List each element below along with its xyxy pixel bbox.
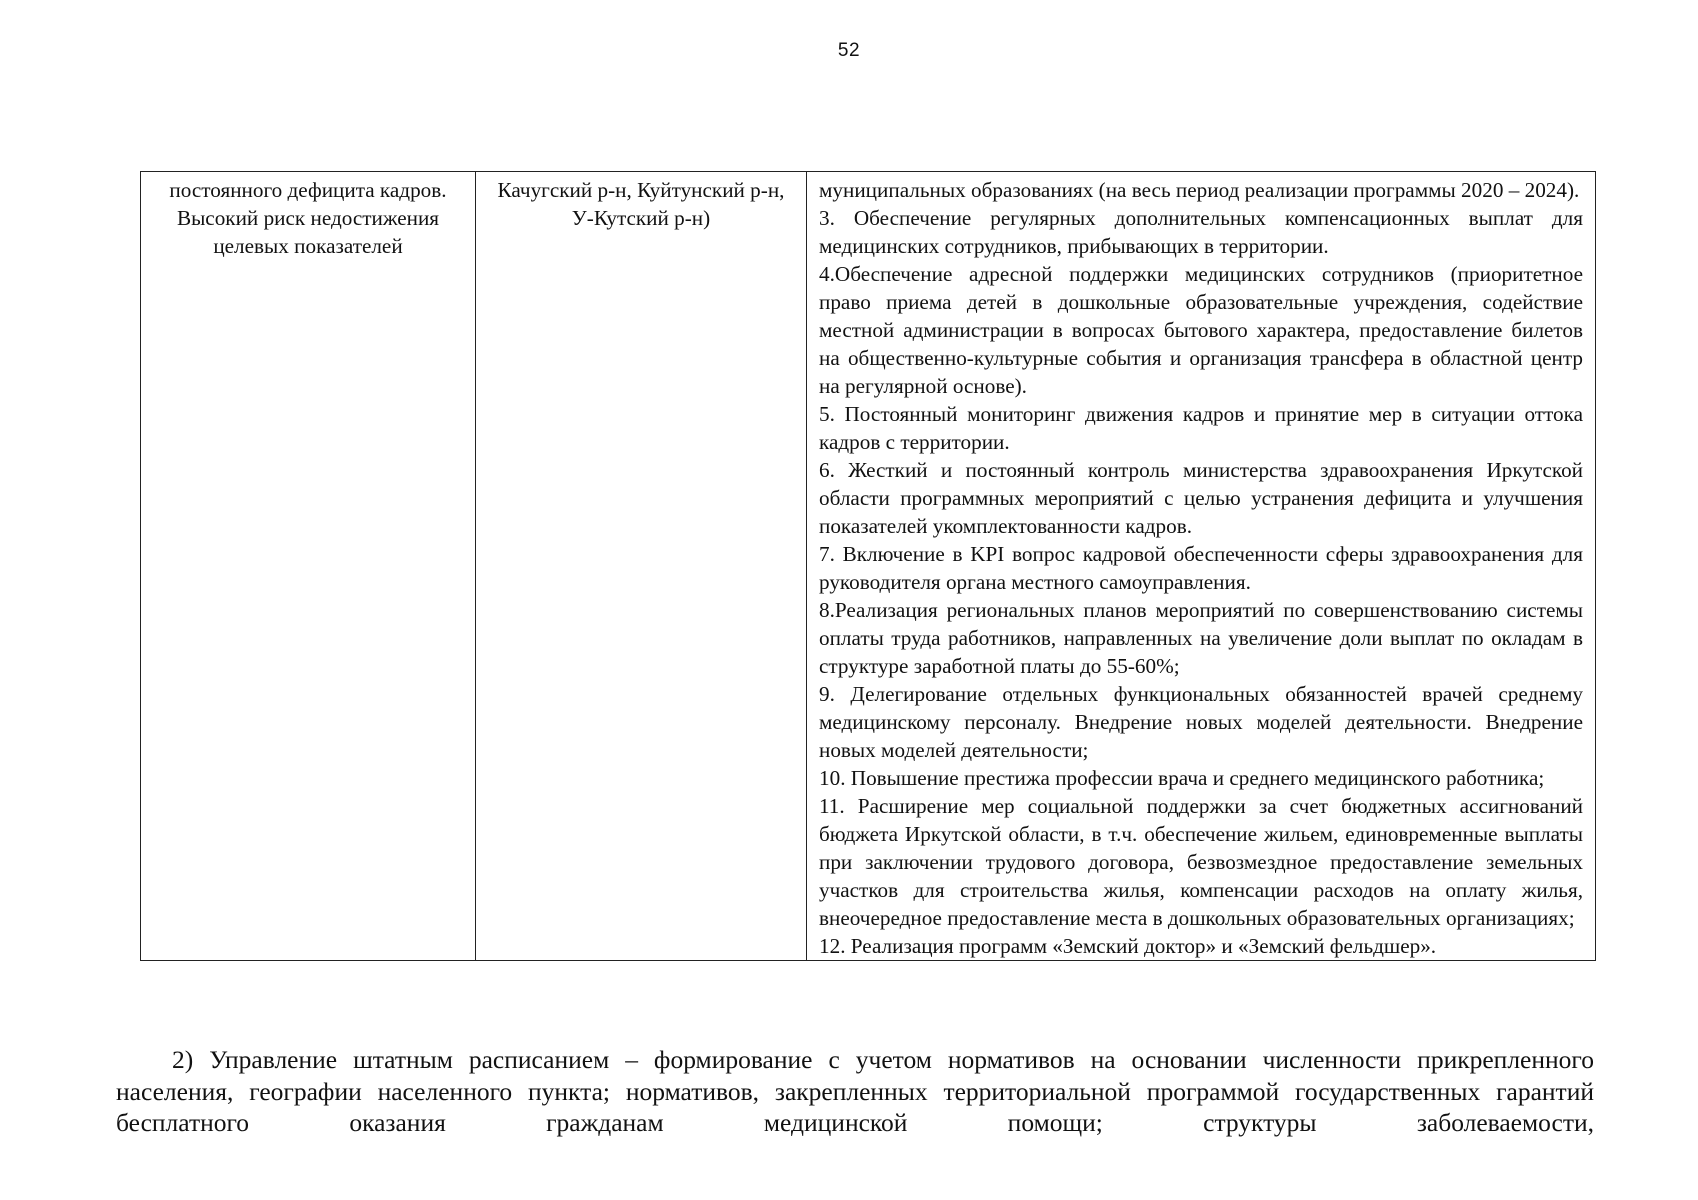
table-row bbox=[141, 172, 1596, 961]
body-paragraph-text: 2) Управление штатным расписанием – формирование с учетом нормативов на основании численности прикрепленного населения, географии населенного пункта; нормативов, закрепленных территориальной программой государственных гарантий бесплатного оказания гражданам медицинской помощи; структуры заболеваемости, bbox=[116, 1045, 1594, 1137]
measure-item: 10. Повышение престижа профессии врача и среднего медицинского работника; bbox=[819, 766, 1545, 790]
measure-item: 7. Включение в KPI вопрос кадровой обеспеченности сферы здравоохранения для руководителя органа местного самоуправления. bbox=[819, 542, 1583, 594]
risk-cell: постоянного дефицита кадров. Высокий риск недостижения целевых показателей bbox=[141, 172, 476, 961]
measure-item: 8.Реализация региональных планов мероприятий по совершенствованию системы оплаты труда работников, направленных на увеличение доли выплат по окладам в структуре заработной платы до 55-60%; bbox=[819, 598, 1583, 678]
page-number: 52 bbox=[837, 40, 861, 61]
body-paragraph bbox=[116, 1044, 1594, 1139]
measure-item: муниципальных образованиях (на весь период реализации программы 2020 – 2024). bbox=[819, 178, 1580, 202]
measure-item: 4.Обеспечение адресной поддержки медицинских сотрудников (приоритетное право приема детей в дошкольные образовательные учреждения, содействие местной администрации в вопросах бытового характера, предоставление билетов на общественно-культурные события и организация трансфера в областной центр на регулярной основе). bbox=[819, 262, 1583, 398]
territories-cell: Качугский р-н, Куйтунский р-н, У-Кутский р-н) bbox=[476, 172, 807, 961]
measure-item: 5. Постоянный мониторинг движения кадров и принятие мер в ситуации оттока кадров с территории. bbox=[819, 402, 1583, 454]
measure-item: 9. Делегирование отдельных функциональных обязанностей врачей среднему медицинскому персоналу. Внедрение новых моделей деятельности. Внедрение новых моделей деятельности; bbox=[819, 682, 1583, 762]
measures-table bbox=[140, 171, 1596, 961]
measure-item: 11. Расширение мер социальной поддержки за счет бюджетных ассигнований бюджета Иркутской области, в т.ч. обеспечение жильем, единовременные выплаты при заключении трудового договора, безвозмездное предоставление земельных участков для строительства жилья, компенсации расходов на оплату жилья, внеочередное предоставление места в дошкольных образовательных организациях; bbox=[819, 794, 1583, 930]
measure-item: 6. Жесткий и постоянный контроль министерства здравоохранения Иркутской области программных мероприятий с целью устранения дефицита и улучшения показателей укомплектованности кадров. bbox=[819, 458, 1583, 538]
measures-cell bbox=[807, 172, 1596, 961]
measure-item: 3. Обеспечение регулярных дополнительных компенсационных выплат для медицинских сотрудников, прибывающих в территории. bbox=[819, 206, 1583, 258]
measure-item: 12. Реализация программ «Земский доктор» и «Земский фельдшер». bbox=[819, 934, 1437, 958]
